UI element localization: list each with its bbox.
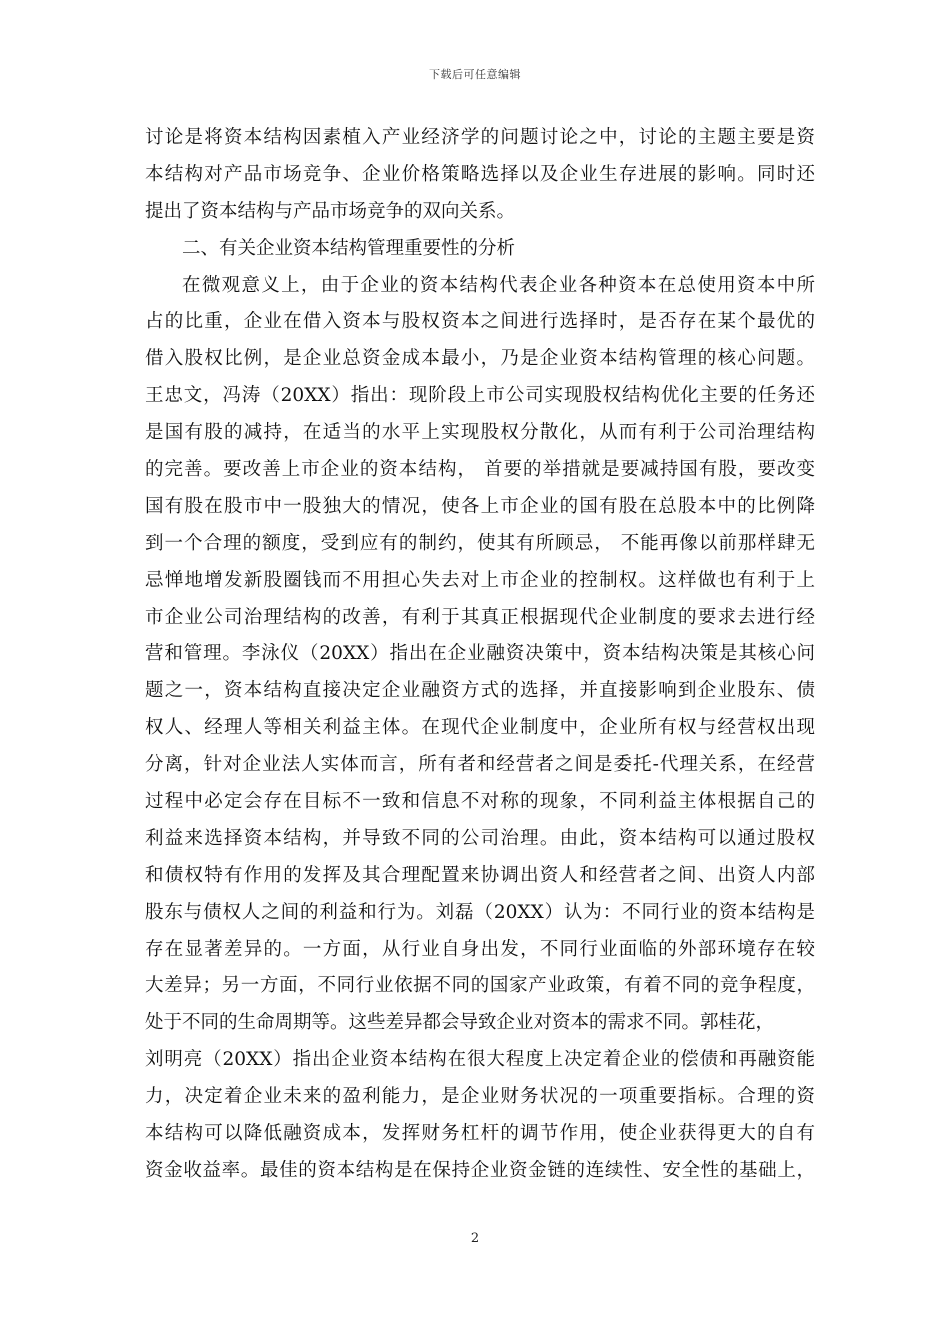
body-line: 股东与债权人之间的利益和行为。刘磊（20XX）认为：不同行业的资本结构是 — [145, 901, 815, 923]
body-line: 本结构对产品市场竞争、企业价格策略选择以及企业生存进展的影响。同时还 — [145, 163, 815, 185]
body-line: 处于不同的生命周期等。这些差异都会导致企业对资本的需求不同。郭桂花， — [145, 1012, 775, 1034]
body-line: 本结构可以降低融资成本，发挥财务杠杆的调节作用，使企业获得更大的自有 — [145, 1123, 815, 1145]
body-line: 市企业公司治理结构的改善，有利于其真正根据现代企业制度的要求去进行经 — [145, 606, 815, 628]
body-line: 借入股权比例，是企业总资金成本最小，乃是企业资本结构管理的核心问题。 — [145, 348, 815, 370]
body-line: 分离，针对企业法人实体而言，所有者和经营者之间是委托-代理关系，在经营 — [145, 754, 815, 776]
body-line: 王忠文，冯涛（20XX）指出：现阶段上市公司实现股权结构优化主要的任务还 — [145, 385, 815, 407]
body-line: 题之一，资本结构直接决定企业融资方式的选择，并直接影响到企业股东、债 — [145, 680, 815, 702]
body-line: 营和管理。李泳仪（20XX）指出在企业融资决策中，资本结构决策是其核心问 — [145, 643, 815, 665]
body-line: 刘明亮（20XX）指出企业资本结构在很大程度上决定着企业的偿债和再融资能 — [145, 1049, 815, 1071]
body-line: 是国有股的减持，在适当的水平上实现股权分散化，从而有利于公司治理结构 — [145, 422, 815, 444]
body-line: 的完善。要改善上市企业的资本结构， 首要的举措就是要减持国有股，要改变 — [145, 459, 815, 481]
section-heading: 二、有关企业资本结构管理重要性的分析 — [182, 237, 516, 259]
body-line: 在微观意义上，由于企业的资本结构代表企业各种资本在总使用资本中所 — [182, 274, 815, 296]
body-line: 权人、经理人等相关利益主体。在现代企业制度中，企业所有权与经营权出现 — [145, 717, 815, 739]
body-line: 到一个合理的额度，受到应有的制约，使其有所顾忌， 不能再像以前那样肆无 — [145, 532, 815, 554]
body-line: 国有股在股市中一股独大的情况，使各上市企业的国有股在总股本中的比例降 — [145, 495, 815, 517]
body-line: 利益来选择资本结构，并导致不同的公司治理。由此，资本结构可以通过股权 — [145, 827, 815, 849]
body-line: 提出了资本结构与产品市场竞争的双向关系。 — [145, 200, 516, 222]
body-line: 和债权特有作用的发挥及其合理配置来协调出资人和经营者之间、出资人内部 — [145, 864, 815, 886]
body-line: 存在显著差异的。一方面，从行业自身出发，不同行业面临的外部环境存在较 — [145, 938, 815, 960]
body-line: 忌惮地增发新股圈钱而不用担心失去对上市企业的控制权。这样做也有利于上 — [145, 569, 815, 591]
body-line: 大差异；另一方面，不同行业依据不同的国家产业政策，有着不同的竞争程度， — [145, 975, 815, 997]
body-line: 占的比重，企业在借入资本与股权资本之间进行选择时，是否存在某个最优的 — [145, 311, 815, 333]
page-number: 2 — [470, 1231, 480, 1246]
page-header: 下载后可任意编辑 — [429, 68, 521, 81]
document-body — [145, 120, 815, 1190]
body-line: 讨论是将资本结构因素植入产业经济学的问题讨论之中，讨论的主题主要是资 — [145, 127, 815, 148]
body-line: 过程中必定会存在目标不一致和信息不对称的现象，不同利益主体根据自己的 — [145, 791, 815, 813]
body-line: 力，决定着企业未来的盈利能力，是企业财务状况的一项重要指标。合理的资 — [145, 1086, 815, 1108]
body-line: 资金收益率。最佳的资本结构是在保持企业资金链的连续性、安全性的基础上， — [145, 1159, 815, 1181]
